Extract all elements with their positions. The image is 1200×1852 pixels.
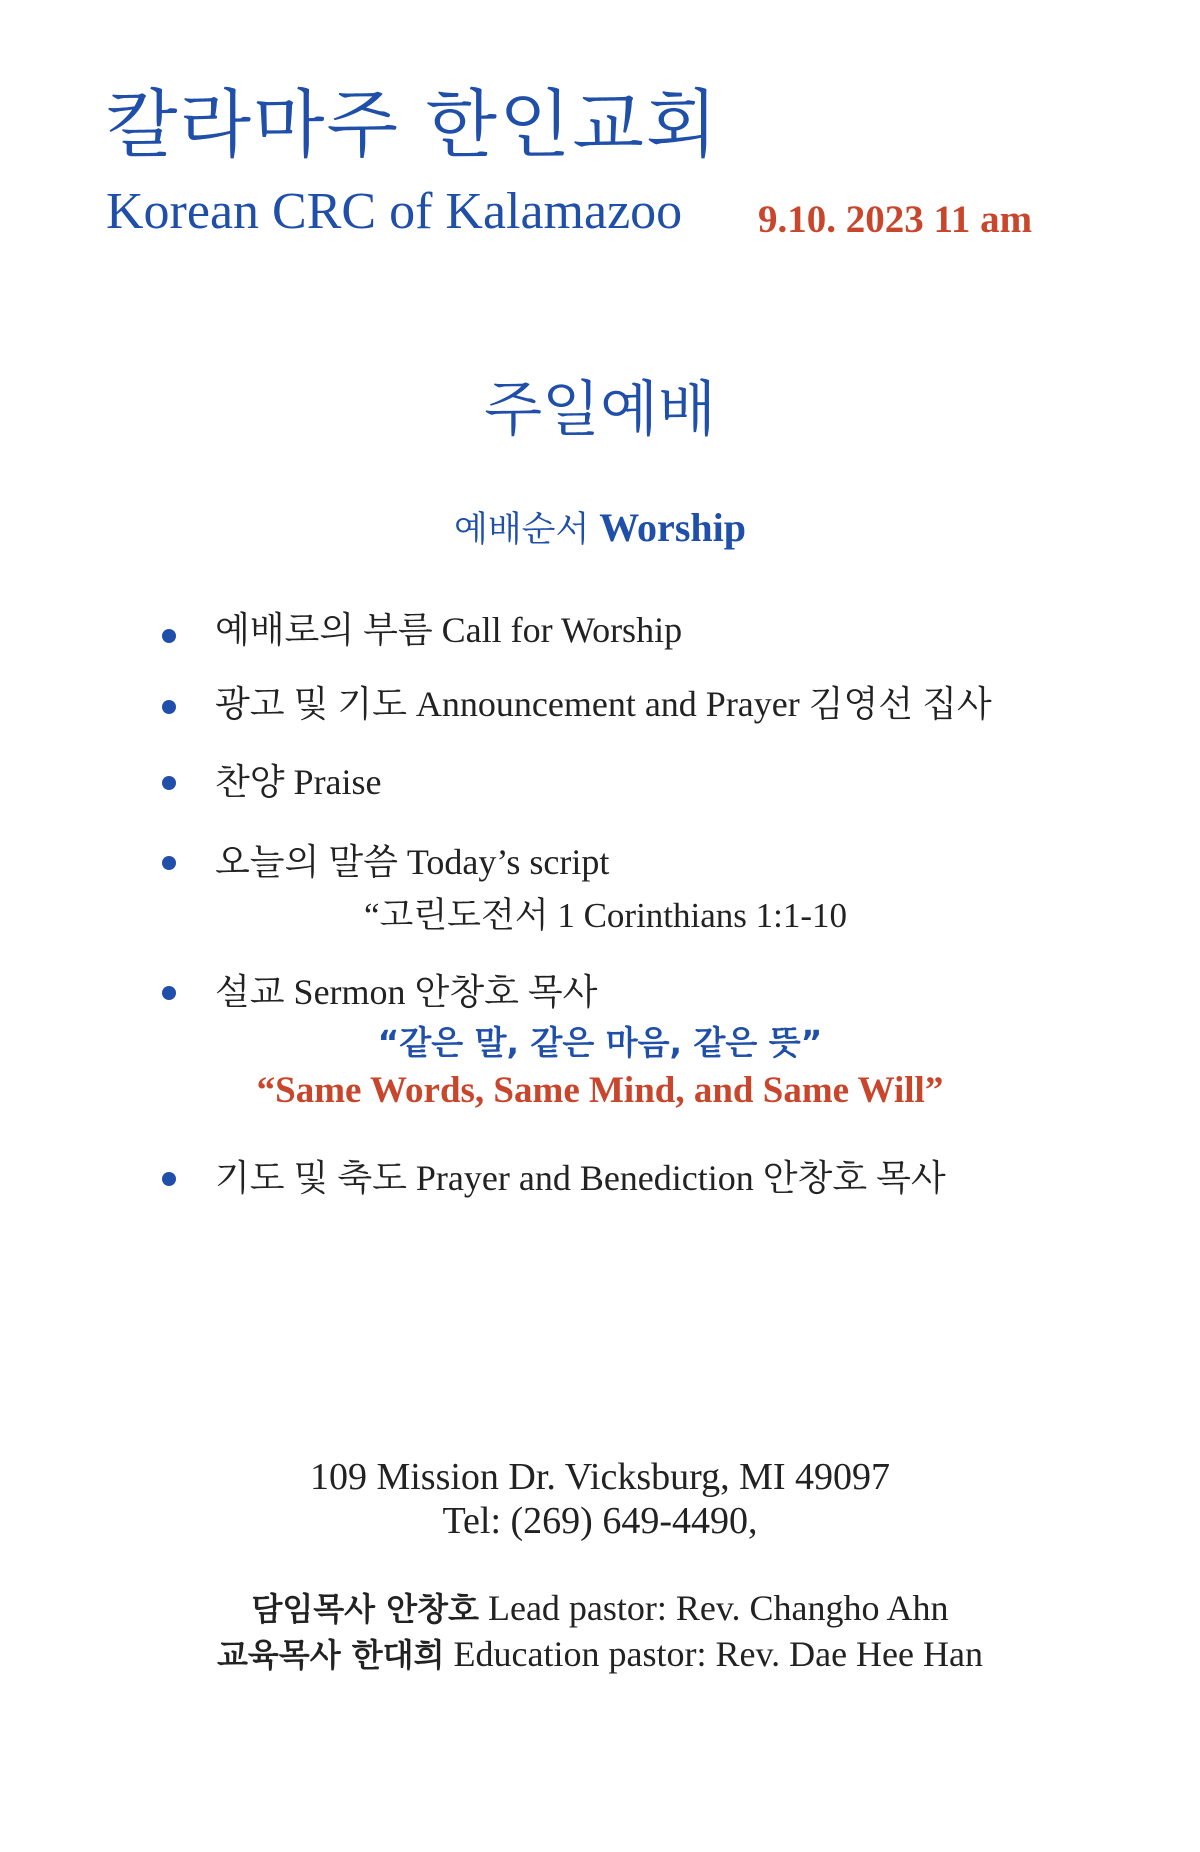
sermon-title-english: “Same Words, Same Mind, and Same Will” <box>256 1070 944 1111</box>
service-title: 주일예배 <box>484 375 716 445</box>
order-heading-korean: 예배순서 <box>454 510 590 550</box>
lead-pastor-english: Lead pastor: Rev. Changho Ahn <box>487 1588 949 1628</box>
church-name-korean: 칼라마주 한인교회 <box>106 82 720 168</box>
order-item-prayer-benediction: 기도 및 축도 Prayer and Benediction 안창호 목사 <box>215 1158 946 1198</box>
church-name-english: Korean CRC of Kalamazoo <box>106 183 683 240</box>
order-item-announcement-prayer: 광고 및 기도 Announcement and Prayer 김영선 집사 <box>215 684 992 724</box>
bullet-icon <box>162 776 176 790</box>
service-date: 9.10. 2023 11 am <box>758 198 1033 241</box>
bullet-icon <box>162 856 176 870</box>
education-pastor-korean: 교육목사 한대희 <box>216 1636 445 1674</box>
sermon-title-korean: “같은 말, 같은 마음, 같은 뜻” <box>377 1023 823 1062</box>
scripture-reference: “고린도전서 1 Corinthians 1:1-10 <box>364 896 848 935</box>
bullet-icon <box>162 1172 176 1186</box>
bullet-icon <box>162 700 176 714</box>
order-item-praise: 찬양 Praise <box>215 762 382 802</box>
order-of-worship-heading <box>0 505 1200 550</box>
bullet-icon <box>162 986 176 1000</box>
order-item-call-for-worship: 예배로의 부름 Call for Worship <box>215 610 683 650</box>
education-pastor-line <box>0 1636 1200 1672</box>
bullet-icon <box>162 629 176 643</box>
lead-pastor-korean: 담임목사 안창호 <box>251 1590 479 1628</box>
order-item-sermon: 설교 Sermon 안창호 목사 <box>215 972 598 1012</box>
order-heading-english: Worship <box>599 505 746 550</box>
church-address: 109 Mission Dr. Vicksburg, MI 49097 <box>309 1456 891 1498</box>
order-item-todays-script: 오늘의 말씀 Today’s script <box>215 842 610 882</box>
lead-pastor-line <box>0 1590 1200 1626</box>
education-pastor-english: Education pastor: Rev. Dae Hee Han <box>453 1634 983 1674</box>
church-telephone: Tel: (269) 649-4490, <box>442 1500 758 1542</box>
